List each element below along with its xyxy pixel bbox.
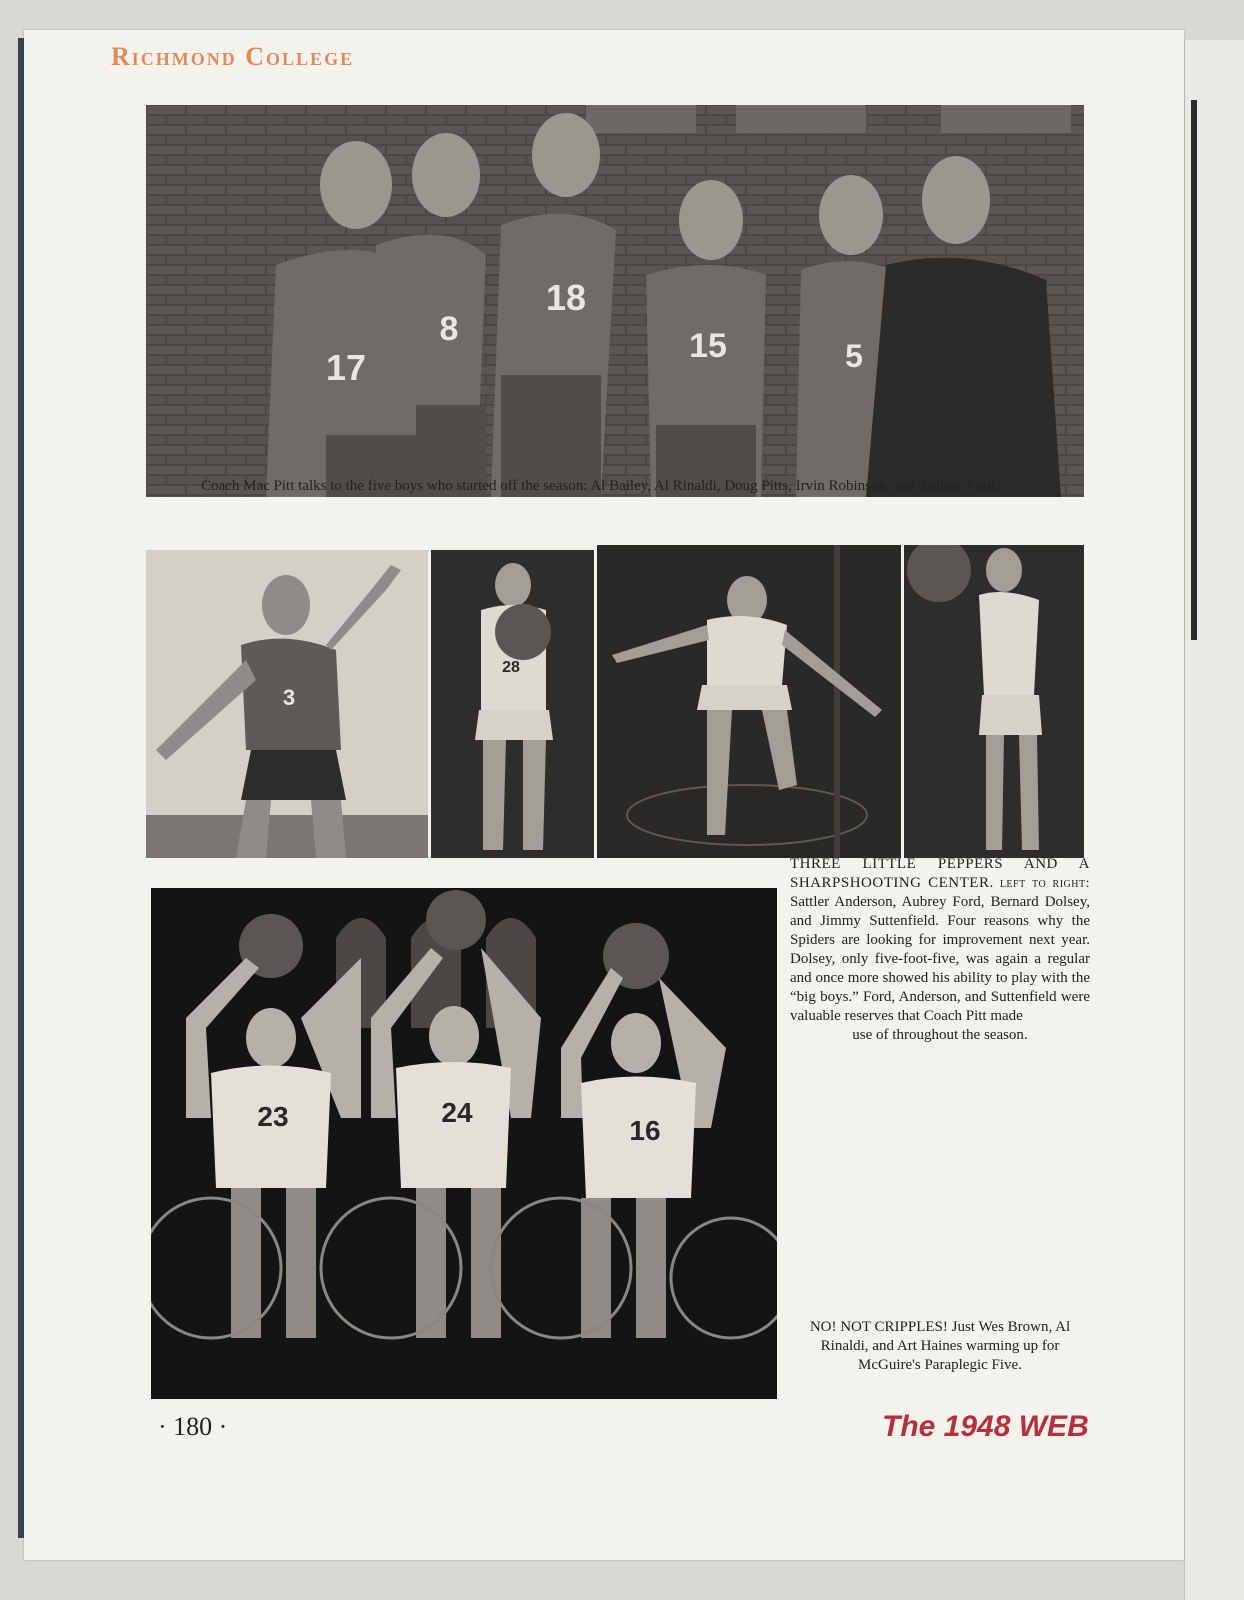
jersey-number-23: 23	[257, 1101, 289, 1132]
action-photo-2-image	[431, 550, 594, 858]
peppers-caption	[790, 855, 1090, 1045]
peppers-caption-lead: THREE LITTLE PEPPERS AND A SHARPSHOOTING CENTER.	[790, 856, 1090, 891]
jersey-number-8: 8	[439, 310, 459, 348]
jersey-number-28: 28	[502, 659, 520, 676]
running-head: Richmond College	[111, 42, 355, 71]
team-photo	[146, 105, 1084, 497]
wheelchair-caption: NO! NOT CRIPPLES! Just Wes Brown, Al Rinaldi, and Art Haines warming up for McGuire's Paraplegic Five.	[809, 1319, 1071, 1373]
jersey-number-24: 24	[441, 1097, 473, 1128]
team-photo-caption: Coach Mac Pitt talks to the five boys who started off the season: Al Bailey, Al Rinaldi, Doug Pitts, Irvin Robinson, and Aubrey Ford.	[201, 478, 999, 494]
action-photo-3-image	[597, 545, 901, 858]
peppers-caption-last-line: use of throughout the season.	[852, 1027, 1028, 1043]
jersey-number-17: 17	[325, 347, 367, 388]
action-photo-1	[146, 550, 428, 858]
adjacent-page-edge	[1184, 40, 1244, 1600]
jersey-number-15: 15	[689, 327, 727, 365]
book-title: The 1948 WEB	[882, 1410, 1089, 1443]
action-photo-4	[904, 545, 1084, 858]
jersey-number-3: 3	[282, 685, 296, 710]
jersey-number-16: 16	[629, 1115, 661, 1146]
peppers-caption-direction: left to right:	[999, 876, 1090, 891]
jersey-number-5: 5	[845, 338, 863, 374]
adjacent-page-photo-edge	[1191, 100, 1197, 640]
action-photo-1-image	[146, 550, 428, 858]
action-photo-2	[431, 550, 594, 858]
peppers-caption-body: Sattler Anderson, Aubrey Ford, Bernard Dolsey, and Jimmy Suttenfield. Four reasons why the Spiders are looking for improvement next year. Dolsey, only five-foot-five, was again a regular and once more showed his ability to play with the “big boys.” Ford, Anderson, and Suttenfield were valuable reserves that Coach Pitt made	[790, 894, 1090, 1024]
page-number: · 180 ·	[158, 1412, 228, 1441]
team-photo-image	[146, 105, 1084, 497]
action-photo-3	[597, 545, 901, 858]
jersey-number-18: 18	[545, 277, 587, 318]
wheelchair-photo-image	[151, 888, 777, 1399]
action-photo-4-image	[904, 545, 1084, 858]
wheelchair-photo	[151, 888, 777, 1399]
